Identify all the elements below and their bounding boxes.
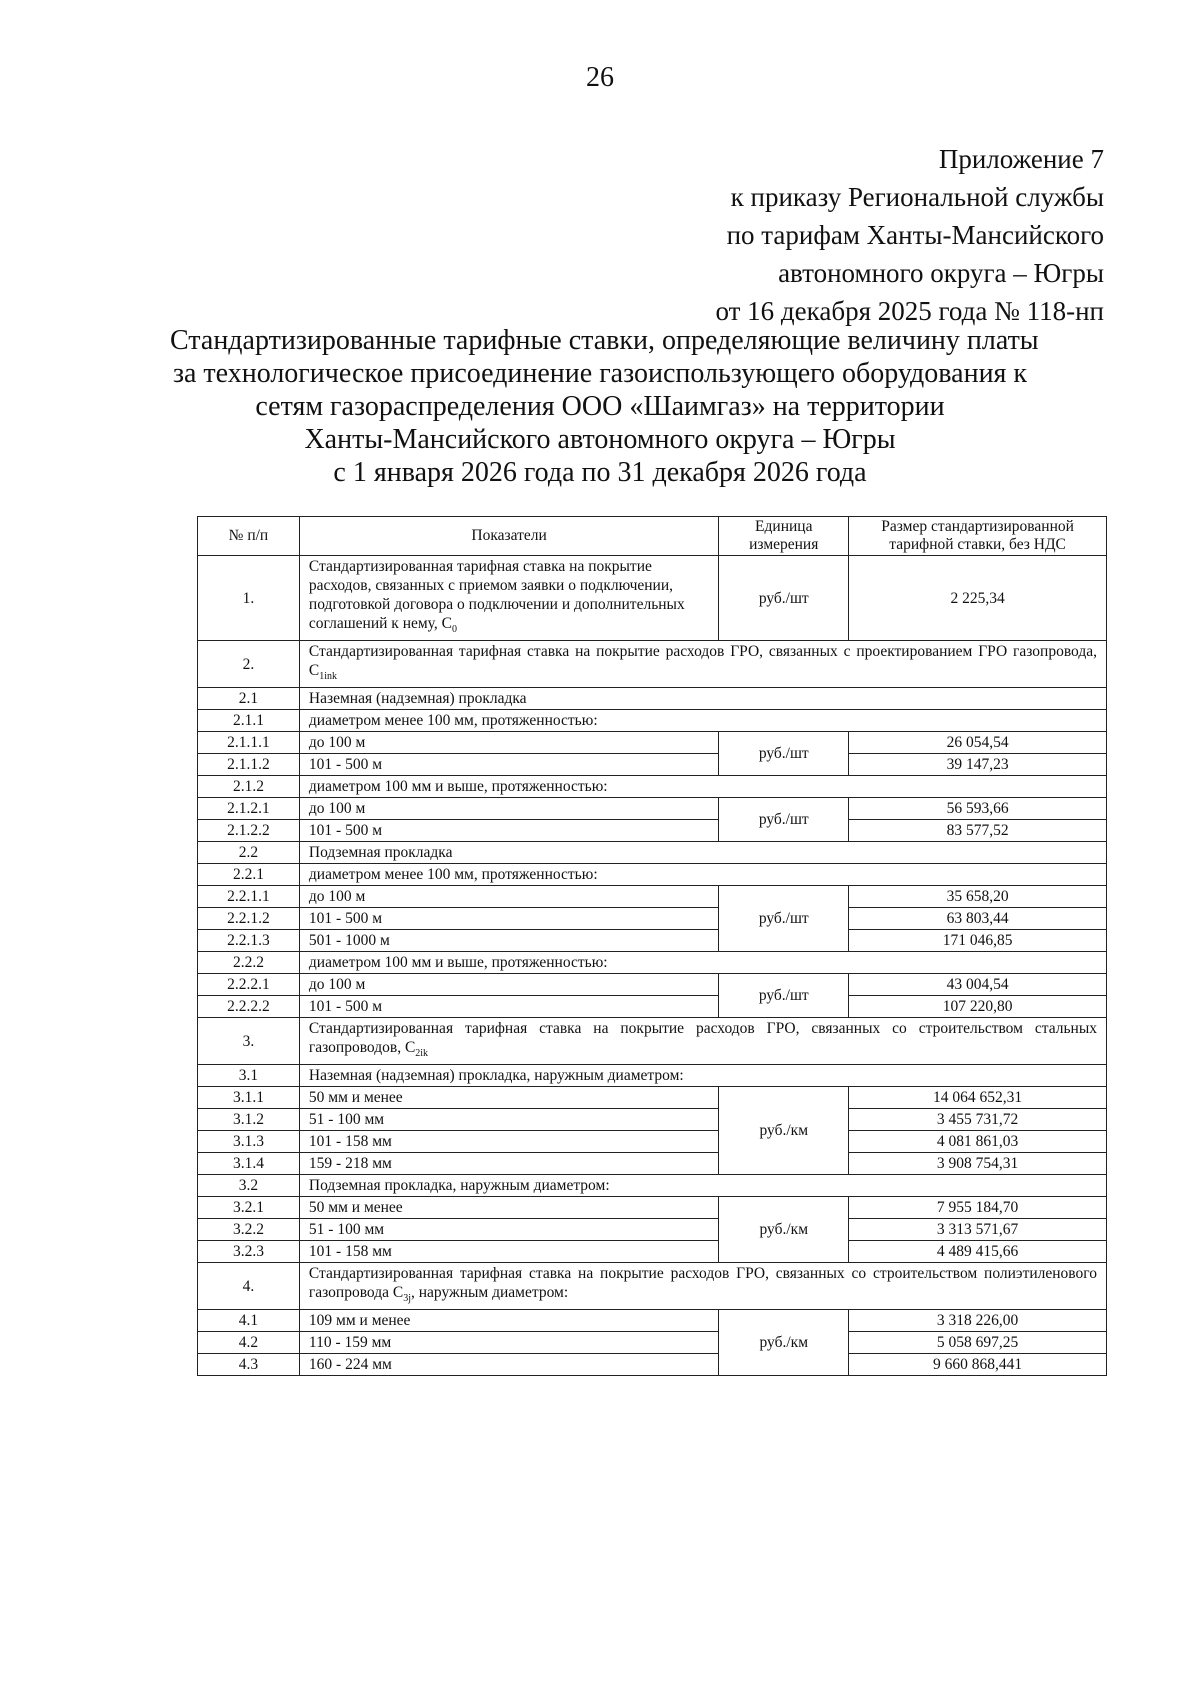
table-row — [198, 732, 1107, 754]
row-unit: руб./км — [719, 1197, 849, 1263]
row-label: 101 - 500 м — [299, 754, 718, 776]
page-number: 26 — [586, 62, 614, 93]
row-label-tail: , наружным диаметром: — [411, 1284, 569, 1302]
row-label: 101 - 500 м — [299, 908, 718, 930]
table-row — [198, 641, 1107, 688]
row-value: 4 081 861,03 — [849, 1131, 1107, 1153]
row-label: 101 - 500 м — [299, 996, 718, 1018]
row-num: 3.1.3 — [198, 1131, 300, 1153]
row-label: 160 - 224 мм — [299, 1354, 718, 1376]
table-row — [198, 556, 1107, 641]
row-num: 2.2.2.1 — [198, 974, 300, 996]
row-label: 50 мм и менее — [299, 1197, 718, 1219]
row-num: 4.2 — [198, 1332, 300, 1354]
title-line: с 1 января 2026 года по 31 декабря 2026 года — [333, 457, 867, 488]
row-value: 3 908 754,31 — [849, 1153, 1107, 1175]
appendix-line: от 16 декабря 2025 года № 118-нп — [715, 296, 1104, 326]
tariff-table — [197, 516, 1107, 1376]
table-row — [198, 1175, 1107, 1197]
row-label: 109 мм и менее — [299, 1310, 718, 1332]
appendix-line: Приложение 7 — [938, 144, 1104, 174]
appendix-header — [504, 140, 1104, 330]
row-label — [299, 1263, 1106, 1310]
row-label: 101 - 158 мм — [299, 1241, 718, 1263]
row-label: 50 мм и менее — [299, 1087, 718, 1109]
row-label-text: Стандартизированная тарифная ставка на покрытие расходов, связанных с приемом заявки о подключении, подготовкой договора о подключении и дополнительных соглашений к нему, C — [308, 558, 685, 632]
header-value: Размер стандартизированной тарифной ставки, без НДС — [849, 517, 1107, 556]
row-num: 2.2.2.2 — [198, 996, 300, 1018]
row-unit: руб./км — [719, 1087, 849, 1175]
table-row — [198, 1263, 1107, 1310]
row-label: 159 - 218 мм — [299, 1153, 718, 1175]
row-num: 3.1.1 — [198, 1087, 300, 1109]
header-indicator: Показатели — [299, 517, 718, 556]
table-row — [198, 1131, 1107, 1153]
row-num: 2.1.2.2 — [198, 820, 300, 842]
row-num: 2.2.1.3 — [198, 930, 300, 952]
appendix-line: по тарифам Ханты-Мансийского — [726, 220, 1104, 250]
row-label: диаметром 100 мм и выше, протяженностью: — [299, 952, 1106, 974]
row-value: 56 593,66 — [849, 798, 1107, 820]
table-header-row — [198, 517, 1107, 556]
table-row — [198, 1018, 1107, 1065]
table-row — [198, 908, 1107, 930]
table-row — [198, 974, 1107, 996]
row-unit: руб./шт — [719, 732, 849, 776]
row-unit: руб./шт — [719, 886, 849, 952]
table-row — [198, 1065, 1107, 1087]
row-unit: руб./шт — [719, 556, 849, 641]
row-label: Наземная (надземная) прокладка, наружным диаметром: — [299, 1065, 1106, 1087]
table-row — [198, 1087, 1107, 1109]
table-row — [198, 930, 1107, 952]
row-num: 2.1.1.2 — [198, 754, 300, 776]
table-row — [198, 864, 1107, 886]
table-row — [198, 754, 1107, 776]
row-value: 9 660 868,441 — [849, 1354, 1107, 1376]
row-value: 35 658,20 — [849, 886, 1107, 908]
row-num: 2.1 — [198, 688, 300, 710]
row-label: до 100 м — [299, 732, 718, 754]
row-label — [299, 1018, 1106, 1065]
row-label-text: Стандартизированная тарифная ставка на покрытие расходов ГРО, связанных со строительством полиэтиленового газопровода C — [308, 1265, 1097, 1302]
row-num: 3.2 — [198, 1175, 300, 1197]
row-label-text: Стандартизированная тарифная ставка на покрытие расходов ГРО, связанных со строительством стальных газопроводов, C — [308, 1020, 1097, 1057]
row-value: 5 058 697,25 — [849, 1332, 1107, 1354]
row-label: 51 - 100 мм — [299, 1109, 718, 1131]
table-row — [198, 886, 1107, 908]
row-label: Наземная (надземная) прокладка — [299, 688, 1106, 710]
row-num: 2.1.1 — [198, 710, 300, 732]
row-label: диаметром менее 100 мм, протяженностью: — [299, 864, 1106, 886]
row-value: 3 318 226,00 — [849, 1310, 1107, 1332]
row-value: 4 489 415,66 — [849, 1241, 1107, 1263]
row-num: 4.3 — [198, 1354, 300, 1376]
row-unit: руб./км — [719, 1310, 849, 1376]
row-label: Подземная прокладка, наружным диаметром: — [299, 1175, 1106, 1197]
row-num: 3.2.2 — [198, 1219, 300, 1241]
appendix-line: к приказу Региональной службы — [730, 182, 1104, 212]
row-num: 3.2.1 — [198, 1197, 300, 1219]
row-value: 2 225,34 — [849, 556, 1107, 641]
row-num: 3.1.4 — [198, 1153, 300, 1175]
row-label: диаметром 100 мм и выше, протяженностью: — [299, 776, 1106, 798]
title-line: Стандартизированные тарифные ставки, определяющие величину платы — [170, 325, 1039, 356]
header-unit: Единица измерения — [719, 517, 849, 556]
table-row — [198, 1219, 1107, 1241]
table-row — [198, 1332, 1107, 1354]
row-label: Подземная прокладка — [299, 842, 1106, 864]
row-num: 2.2.1.2 — [198, 908, 300, 930]
row-label: до 100 м — [299, 798, 718, 820]
row-num: 2.2.2 — [198, 952, 300, 974]
row-value: 7 955 184,70 — [849, 1197, 1107, 1219]
table-row — [198, 688, 1107, 710]
row-num: 4. — [198, 1263, 300, 1310]
header-num: № п/п — [198, 517, 300, 556]
row-value: 26 054,54 — [849, 732, 1107, 754]
row-num: 2.1.2 — [198, 776, 300, 798]
row-value: 14 064 652,31 — [849, 1087, 1107, 1109]
table-row — [198, 798, 1107, 820]
table-row — [198, 996, 1107, 1018]
row-unit: руб./шт — [719, 974, 849, 1018]
title-line: за технологическое присоединение газоиспользующего оборудования к — [172, 358, 1028, 389]
row-label: 51 - 100 мм — [299, 1219, 718, 1241]
appendix-line: автономного округа – Югры — [778, 258, 1104, 288]
row-label-sub: 2ik — [415, 1048, 429, 1060]
row-label: до 100 м — [299, 886, 718, 908]
row-value: 3 455 731,72 — [849, 1109, 1107, 1131]
row-num: 3.1.2 — [198, 1109, 300, 1131]
row-value: 43 004,54 — [849, 974, 1107, 996]
row-num: 2.2.1.1 — [198, 886, 300, 908]
row-num: 1. — [198, 556, 300, 641]
title-line: сетям газораспределения ООО «Шаимгаз» на территории — [255, 391, 945, 422]
table-row — [198, 1310, 1107, 1332]
row-label-text: Стандартизированная тарифная ставка на покрытие расходов ГРО, связанных с проектированием ГРО газопровода, C — [308, 643, 1097, 680]
document-title — [170, 324, 1039, 489]
table-row — [198, 1109, 1107, 1131]
row-label: до 100 м — [299, 974, 718, 996]
row-num: 2.1.1.1 — [198, 732, 300, 754]
row-num: 2.1.2.1 — [198, 798, 300, 820]
table-row — [198, 842, 1107, 864]
row-label — [299, 556, 718, 641]
table-row — [198, 1241, 1107, 1263]
row-label-sub: 3j — [403, 1293, 411, 1305]
row-label: диаметром менее 100 мм, протяженностью: — [299, 710, 1106, 732]
row-label: 501 - 1000 м — [299, 930, 718, 952]
row-value: 107 220,80 — [849, 996, 1107, 1018]
row-value: 3 313 571,67 — [849, 1219, 1107, 1241]
row-label: 110 - 159 мм — [299, 1332, 718, 1354]
row-num: 2.2.1 — [198, 864, 300, 886]
row-label — [299, 641, 1106, 688]
row-num: 3. — [198, 1018, 300, 1065]
row-value: 83 577,52 — [849, 820, 1107, 842]
table-row — [198, 1354, 1107, 1376]
table-row — [198, 1153, 1107, 1175]
row-num: 2. — [198, 641, 300, 688]
table-row — [198, 820, 1107, 842]
row-value: 171 046,85 — [849, 930, 1107, 952]
row-num: 3.1 — [198, 1065, 300, 1087]
row-label: 101 - 500 м — [299, 820, 718, 842]
row-num: 4.1 — [198, 1310, 300, 1332]
row-num: 2.2 — [198, 842, 300, 864]
table-row — [198, 710, 1107, 732]
row-label-sub: 0 — [451, 624, 457, 636]
table-row — [198, 776, 1107, 798]
table-row — [198, 1197, 1107, 1219]
row-num: 3.2.3 — [198, 1241, 300, 1263]
row-unit: руб./шт — [719, 798, 849, 842]
row-label: 101 - 158 мм — [299, 1131, 718, 1153]
title-line: Ханты-Мансийского автономного округа – Югры — [304, 424, 896, 455]
table-row — [198, 952, 1107, 974]
row-label-sub: 1ink — [319, 671, 338, 683]
row-value: 39 147,23 — [849, 754, 1107, 776]
row-value: 63 803,44 — [849, 908, 1107, 930]
